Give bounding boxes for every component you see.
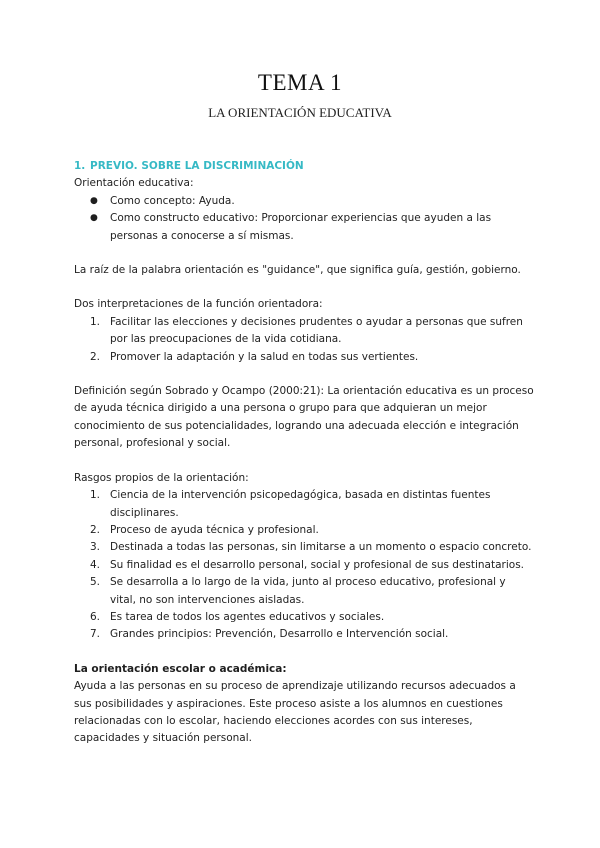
raiz-paragraph: La raíz de la palabra orientación es "guidance", que significa guía, gestión, gobierno. — [74, 264, 521, 277]
list-number: 1. — [90, 315, 101, 328]
list-item — [74, 557, 534, 574]
definicion-paragraph: Definición según Sobrado y Ocampo (2000:21): La orientación educativa es un proceso de ayuda técnica dirigido a una persona o grupo para que adquieran un mejor conocimiento de sus potencialidades, logrando una adecuada elección e integración personal, profesional y social. — [74, 385, 534, 450]
interpretaciones-intro: Dos interpretaciones de la función orientadora: — [74, 298, 323, 311]
list-item-text: Se desarrolla a lo largo de la vida, junto al proceso educativo, profesional y vital, no son intervenciones aisladas. — [110, 576, 506, 606]
list-item-text: Ciencia de la intervención psicopedagógica, basada en distintas fuentes disciplinares. — [110, 489, 491, 519]
document-body — [74, 158, 534, 748]
orientacion-intro: Orientación educativa: — [74, 177, 194, 190]
rasgos-intro: Rasgos propios de la orientación: — [74, 471, 249, 484]
interpretaciones-list — [74, 314, 534, 366]
list-item-text: Como concepto: Ayuda. — [110, 194, 235, 207]
list-number: 4. — [90, 558, 101, 571]
list-number: 2. — [90, 350, 101, 363]
orientacion-bullet-list — [74, 193, 534, 245]
list-number: 1. — [90, 489, 101, 502]
list-item-text: Grandes principios: Prevención, Desarrollo e Intervención social. — [110, 628, 449, 641]
bullet-icon: ● — [90, 195, 98, 206]
list-item-text: Destinada a todas las personas, sin limitarse a un momento o espacio concreto. — [110, 541, 532, 554]
list-item — [74, 574, 534, 609]
list-number: 3. — [90, 541, 101, 554]
list-number: 6. — [90, 610, 101, 623]
escolar-heading: La orientación escolar o académica: — [74, 662, 287, 675]
list-item-text: Su finalidad es el desarrollo personal, social y profesional de sus destinatarios. — [110, 558, 525, 571]
list-item-text: Es tarea de todos los agentes educativos y sociales. — [110, 610, 385, 623]
list-number: 2. — [90, 523, 101, 536]
page-subtitle: LA ORIENTACIÓN EDUCATIVA — [208, 105, 392, 120]
page-title: TEMA 1 — [257, 70, 343, 95]
list-item — [74, 487, 534, 522]
section-heading — [74, 158, 534, 175]
list-item — [74, 522, 534, 539]
list-item — [74, 314, 534, 349]
section-heading-text: PREVIO. SOBRE LA DISCRIMINACIÓN — [90, 160, 304, 172]
escolar-paragraph: Ayuda a las personas en su proceso de aprendizaje utilizando recursos adecuados a sus posibilidades y aspiraciones. Este proceso asiste a los alumnos en cuestiones relacionadas con lo escolar, haciendo elecciones acordes con sus intereses, capacidades y situación personal. — [74, 680, 516, 745]
rasgos-list — [74, 487, 534, 644]
list-item — [74, 609, 534, 626]
list-item — [74, 349, 534, 366]
list-item — [74, 210, 534, 245]
list-item-text: Proceso de ayuda técnica y profesional. — [110, 523, 319, 536]
bullet-icon: ● — [90, 213, 98, 224]
list-item — [74, 193, 534, 210]
list-item-text: Promover la adaptación y la salud en todas sus vertientes. — [110, 350, 419, 363]
list-number: 7. — [90, 628, 101, 641]
list-item — [74, 626, 534, 643]
list-number: 5. — [90, 576, 101, 589]
list-item — [74, 539, 534, 556]
section-number: 1. — [74, 160, 86, 172]
list-item-text: Como constructo educativo: Proporcionar experiencias que ayuden a las personas a conocerse a sí mismas. — [110, 212, 492, 242]
list-item-text: Facilitar las elecciones y decisiones prudentes o ayudar a personas que sufren por las preocupaciones de la vida cotidiana. — [110, 315, 523, 346]
